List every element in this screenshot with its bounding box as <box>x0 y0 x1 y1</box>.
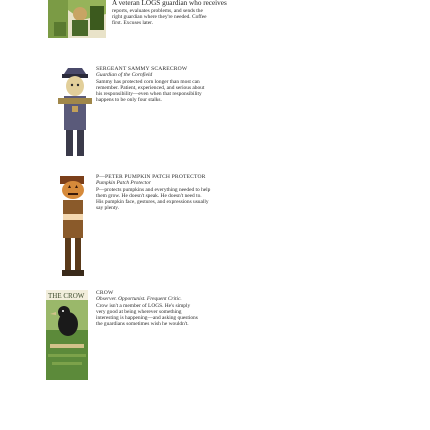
entry-description-line: His pumpkin face, gestures, and expressions usually <box>96 199 209 206</box>
entry-role: Pumpkin Patch Protector <box>96 180 151 187</box>
entry-name: CROW <box>96 290 114 296</box>
entry-description-line: Crow isn't a member of LOGS. He's simply <box>96 302 191 309</box>
entry-description-line: reports, evaluates problems, and sends the <box>112 7 203 14</box>
entry-role: Guardian of the Cornfield <box>96 72 153 79</box>
entry-role: Observer. Opportunist. Frequent Critic. <box>96 296 182 303</box>
entry-text <box>96 290 292 328</box>
entry-text <box>112 0 318 26</box>
crow-portrait-icon <box>46 290 88 380</box>
character-entry <box>0 290 430 382</box>
entry-name: P—PETER PUMPKIN PATCH PROTECTOR <box>96 174 206 180</box>
entry-description-line: right guardian where they're needed. Coffee <box>112 13 207 20</box>
character-entry <box>0 0 430 44</box>
entry-description-line: P—protects pumpkins and everything needed to help <box>96 186 211 193</box>
entry-description-line: A veteran LOGS guardian who receives <box>112 0 227 7</box>
entry-description-line: interesting is happening—and asking questions <box>96 315 198 322</box>
character-entry <box>0 66 430 162</box>
guardian-portrait-icon <box>48 0 106 38</box>
character-entry <box>0 174 430 278</box>
entry-description-line: happens to be only four stalks. <box>96 97 162 104</box>
entry-description-line: say plenty. <box>96 205 120 212</box>
entry-description-line: the guardians sometimes wish he wouldn't. <box>96 321 189 328</box>
entry-description-line: first. Excuses later. <box>112 20 154 27</box>
entry-description-line: them grow. He doesn't speak. He doesn't need to. <box>96 192 202 199</box>
scarecrow-portrait-icon <box>58 66 92 160</box>
entry-description-line: remember. Patient, experienced, and serious about <box>96 84 205 91</box>
entry-description-line: his responsibility—even when that responsibility <box>96 91 202 98</box>
entry-text <box>96 66 292 104</box>
entry-name: SERGEANT SAMMY SCARECROW <box>96 66 188 72</box>
pumpkin-portrait-icon <box>58 174 88 278</box>
entry-description-line: Sammy has protected corn longer than most can <box>96 78 200 85</box>
entry-text <box>96 174 292 212</box>
entry-description-line: very good at being wherever something <box>96 308 182 315</box>
thumbnail-caption: THE CROW <box>48 292 85 300</box>
